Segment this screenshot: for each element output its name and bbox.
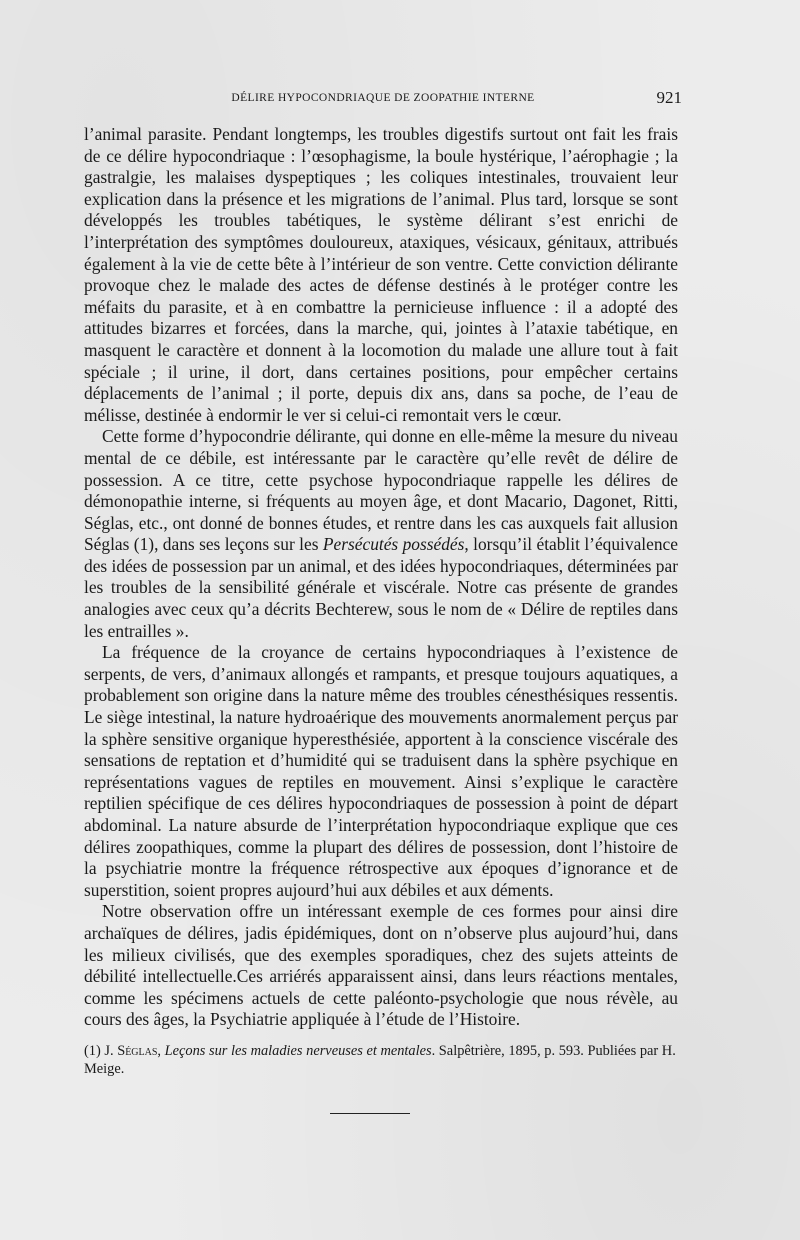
footnote-marker: (1) J. [84, 1043, 118, 1059]
paragraph-2-part-a: Cette forme d’hypocondrie délirante, qui donne en elle-même la mesure du niveau mental de ce débile, est intéressante par le caractère qu’elle revêt de délire de possession. A ce titre, cette psychose hypocondriaque rappelle les délires de démonopathie interne, si fréquents au moyen âge, et dont Macario, Dagonet, Ritti, Séglas, etc., ont donné de bonnes études, et rentre dans les cas auxquels fait allusion Séglas (1), dans ses leçons sur les [84, 426, 678, 555]
paragraph-3: La fréquence de la croyance de certains hypocondriaques à l’existence de serpents, de vers, d’animaux allongés et rampants, et presque toujours aquatiques, a probablement son origine dans la nature même des troubles cénesthésiques ressentis. Le siège intestinal, la nature hydroaérique des mouvements anormalement perçus par la sphère sensitive organique hyperesthésiée, apportent à la conscience viscérale des sensations de reptation et d’humidité qui se traduisent dans la sphère psychique en représentations vagues de reptiles en mouvement. Ainsi s’explique le caractère reptilien spécifique de ces délires hypocondriaques de possession à point de départ abdominal. La nature absurde de l’interprétation hypocondriaque explique que ces délires zoopathiques, comme la plupart des délires de possession, dont l’histoire de la psychiatrie montre la fréquence rétrospective aux époques d’ignorance et de superstition, soient propres aujourd’hui aux débiles et aux déments. [84, 642, 678, 900]
page-number: 921 [656, 88, 682, 107]
footnote-rest: . Salpêtrière, 1895, p. 593. Publiées par H. Meige. [84, 1043, 676, 1077]
footnote-author: Séglas [117, 1043, 158, 1059]
footnote-1 [84, 1042, 678, 1078]
paragraph-2 [84, 426, 678, 642]
footnotes [84, 1042, 678, 1078]
footnote-separator: , [157, 1043, 165, 1059]
paragraph-1: l’animal parasite. Pendant longtemps, les troubles digestifs surtout ont fait les frais de ce délire hypocondriaque : l’œsophagisme, la boule hystérique, l’aérophagie ; la gastralgie, les malaises dyspeptiques ; les coliques intestinales, trouvaient leur explication dans la présence et les migrations de l’animal. Plus tard, lorsque se sont développés les troubles tabétiques, le système délirant s’est enrichi de l’interprétation des symptômes douloureux, ataxiques, vésicaux, génitaux, attribués également à la vie de cette bête à l’intérieur de son ventre. Cette conviction délirante provoque chez le malade des actes de défense destinés à le protéger contre les méfaits du parasite, et à en combattre la pernicieuse influence : il a adopté des attitudes bizarres et forcées, dans la marche, qui, jointes à l’ataxie tabétique, en masquent le caractère et donnent à la locomotion du malade une allure tout à fait spéciale ; il urine, il dort, dans certaines positions, pour empêcher certains déplacements de l’animal ; il porte, depuis dix ans, dans sa poche, de l’eau de mélisse, destinée à endormir le ver si celui-ci remontait vers le cœur. [84, 124, 678, 425]
closing-rule [330, 1113, 410, 1114]
paragraph-4: Notre observation offre un intéressant exemple de ces formes pour ainsi dire archaïques de délires, jadis épidémiques, dont on n’observe plus aujourd’hui, dans les milieux civilisés, que des exemples sporadiques, chez des sujets atteints de débilité intellectuelle.Ces arriérés apparaissent ainsi, dans leurs réactions mentales, comme les spécimens actuels de cette paléonto-psychologie que nous révèle, au cours des âges, la Psychiatrie appliquée à l’étude de l’Histoire. [84, 901, 678, 1030]
running-title: DÉLIRE HYPOCONDRIAQUE DE ZOOPATHIE INTERNE [231, 92, 535, 104]
footnote-title: Leçons sur les maladies nerveuses et mentales [164, 1043, 432, 1059]
paragraph-2-italic-title: Persécutés possédés [322, 534, 465, 555]
body-text [84, 124, 678, 1031]
paragraph-2-part-b: , lorsqu’il établit l’équivalence des idées de possession par un animal, et des idées hypocondriaques, déterminées par les troubles de la sensibilité générale et viscérale. Notre cas présente de grandes analogies avec ceux qu’a décrits Bechterew, sous le nom de « Délire de reptiles dans les entrailles ». [84, 534, 679, 641]
